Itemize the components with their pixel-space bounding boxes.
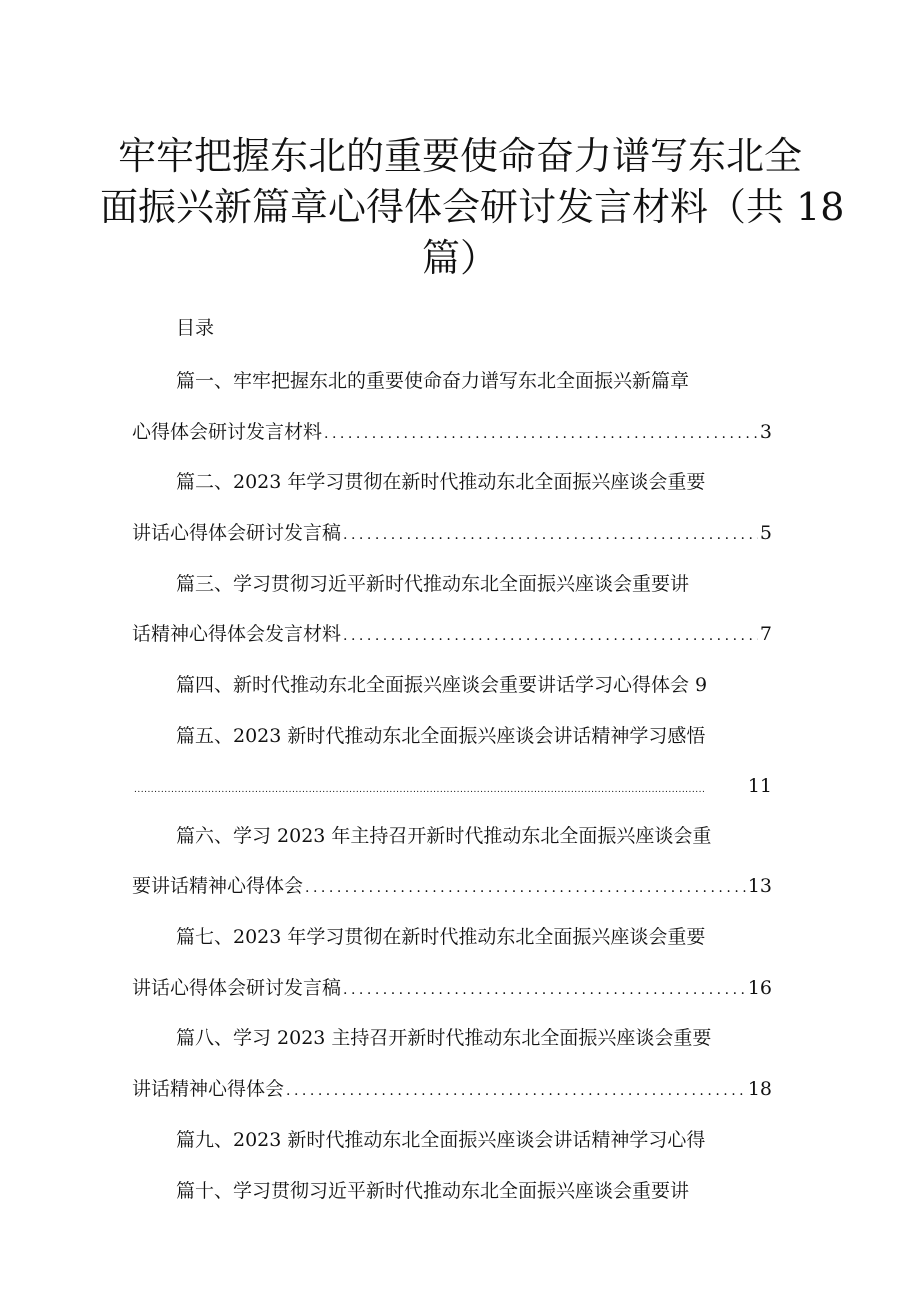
- toc-entry-text: 讲话精神心得体会: [132, 1078, 285, 1100]
- toc-entry-text: 要讲话精神心得体会: [132, 875, 304, 897]
- title-line-2: 面振兴新篇章心得体会研讨发言材料（共 18: [100, 185, 845, 229]
- toc-entry-4-line-1[interactable]: [176, 671, 776, 699]
- toc-entry-10-line-1[interactable]: [176, 1177, 776, 1205]
- toc-entry-text: 话精神心得体会发言材料: [132, 623, 342, 645]
- toc-page-number: 7: [759, 623, 772, 645]
- toc-page-number: 5: [759, 522, 772, 544]
- toc-entry-text: 篇十、学习贯彻习近平新时代推动东北全面振兴座谈会重要讲: [176, 1180, 690, 1202]
- toc-entry-text: 篇三、学习贯彻习近平新时代推动东北全面振兴座谈会重要讲: [176, 573, 690, 595]
- dot-leader: [134, 776, 746, 804]
- toc-entry-text: 篇七、2023 年学习贯彻在新时代推动东北全面振兴座谈会重要: [176, 926, 706, 948]
- toc-heading: 目录: [176, 317, 215, 339]
- toc-entry-8-line-2[interactable]: [132, 1075, 772, 1105]
- document-title: [100, 131, 845, 284]
- toc-page-number: 3: [759, 421, 772, 443]
- toc-entry-text: 心得体会研讨发言材料: [132, 421, 323, 443]
- toc-page-number: 18: [747, 1078, 772, 1100]
- dot-leader: [324, 420, 758, 448]
- toc-entry-9-line-1[interactable]: [176, 1126, 776, 1154]
- toc-entry-1-line-1[interactable]: [176, 367, 776, 395]
- title-line-3: 篇）: [421, 236, 498, 280]
- title-line-1: 牢牢把握东北的重要使命奋力谱写东北全: [117, 134, 802, 178]
- toc-entry-7-line-2[interactable]: [132, 974, 772, 1004]
- toc-entry-7-line-1[interactable]: [176, 923, 776, 951]
- toc-entry-2-line-2[interactable]: [132, 519, 772, 549]
- dot-leader: [305, 874, 746, 902]
- dot-leader: [343, 521, 758, 549]
- toc-page-number: 11: [747, 775, 772, 797]
- toc-entry-8-line-1[interactable]: [176, 1024, 776, 1052]
- toc-page-number: 16: [747, 977, 772, 999]
- toc-entry-6-line-1[interactable]: [176, 822, 776, 850]
- toc-entry-5-line-1[interactable]: [176, 722, 776, 750]
- toc-entry-3-line-2[interactable]: [132, 620, 772, 650]
- toc-entry-text: 篇五、2023 新时代推动东北全面振兴座谈会讲话精神学习感悟: [176, 725, 706, 747]
- toc-entry-2-line-1[interactable]: [176, 468, 776, 496]
- toc-entry-text: 篇八、学习 2023 主持召开新时代推动东北全面振兴座谈会重要: [176, 1027, 712, 1049]
- toc-entry-1-line-2[interactable]: [132, 418, 772, 448]
- toc-entry-text: 篇四、新时代推动东北全面振兴座谈会重要讲话学习心得体会 9: [176, 674, 708, 696]
- toc-entry-text: 篇一、牢牢把握东北的重要使命奋力谱写东北全面振兴新篇章: [176, 370, 690, 392]
- toc-entry-text: 讲话心得体会研讨发言稿: [132, 977, 342, 999]
- toc-page-number: 13: [747, 875, 772, 897]
- dot-leader: [343, 976, 746, 1004]
- toc-entry-6-line-2[interactable]: [132, 872, 772, 902]
- toc-entry-text: 篇九、2023 新时代推动东北全面振兴座谈会讲话精神学习心得: [176, 1129, 706, 1151]
- dot-leader: [286, 1077, 746, 1105]
- toc-entry-3-line-1[interactable]: [176, 570, 776, 598]
- toc-entry-text: 篇六、学习 2023 年主持召开新时代推动东北全面振兴座谈会重: [176, 825, 712, 847]
- dot-leader: [343, 622, 758, 650]
- toc-entry-5-line-2[interactable]: [132, 772, 772, 804]
- toc-entry-text: 讲话心得体会研讨发言稿: [132, 522, 342, 544]
- toc-entry-text: 篇二、2023 年学习贯彻在新时代推动东北全面振兴座谈会重要: [176, 471, 706, 493]
